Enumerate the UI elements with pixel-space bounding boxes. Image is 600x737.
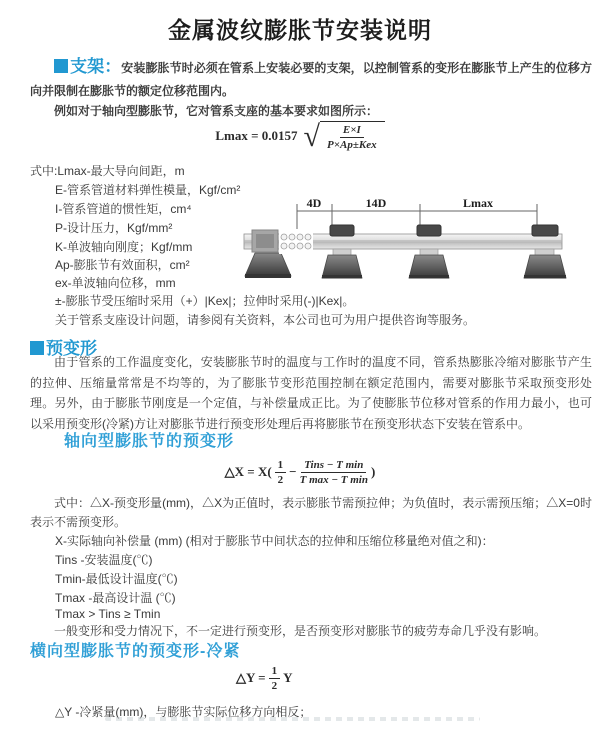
dim-label-14d: 14D: [365, 196, 387, 210]
formula-delta-x: [0, 456, 600, 488]
axial-explain-paragraph: 式中：△X-预变形量(mm)，△X为正值时，表示膨胀节需预拉伸；为负值时，表示需预压缩；△X=0时表示不需预变形。: [30, 496, 592, 529]
formula-dx-half-num: 1: [275, 459, 287, 473]
temp-line: Tins -安装温度(℃): [55, 553, 153, 567]
formula-dx-numerator: Tins − T min: [301, 459, 366, 473]
formula-dx-pre: △X = X(: [224, 464, 272, 479]
legend-line: K-单波轴向刚度；Kgf/mm: [55, 240, 193, 254]
dim-label-4d: 4D: [306, 196, 322, 210]
anchor-block-inner: [256, 234, 274, 248]
axial-note: 一般变形和受力情况下，不一定进行预变形，是否预变形对膨胀节的疲劳寿命几乎没有影响。: [54, 624, 547, 638]
formula-dx-half-den: 2: [277, 473, 284, 486]
consult-note: 关于管系支座设计问题，请参阅有关资料，本公司也可为用户提供咨询等服务。: [55, 313, 476, 327]
axial-x-definition: X-实际轴向补偿量 (mm) (相对于膨胀节中间状态的拉伸和压缩位移量绝对值之和)：: [55, 534, 494, 548]
support-section-heading: 支架：: [70, 57, 122, 76]
guide-support: [322, 225, 362, 279]
formula-delta-y: [236, 664, 292, 692]
pipe-support-diagram: [243, 196, 595, 288]
sqrt-radical: [304, 121, 385, 151]
temp-line: Tmax -最高设计温 (℃): [55, 591, 176, 605]
anchor-base: [245, 253, 291, 276]
formula-lmax: [0, 120, 600, 152]
formula-lmax-denominator: P×Ap±Kex: [327, 139, 377, 151]
dim-label-lmax: Lmax: [463, 196, 493, 210]
predeform-section-heading: 预变形: [46, 339, 97, 358]
legend-line: 式中:Lmax-最大导向间距，m: [30, 164, 185, 178]
predeform-body-paragraph: 由于管系的工作温度变化，安装膨胀节时的温度与工作时的温度不同，管系热膨胀冷缩对膨胀节产生的拉伸、压缩量常常是不均等的，为了膨胀节变形范围控制在额定范围内，需要对膨胀节采取预变形处理。另外，由于膨胀节刚度是一个定值，与补偿量成正比。为了使膨胀节位移对管系的作用力最小，也可以采用预变形(冷紧)方让对膨胀节进行预变形处理后再将膨胀节在预变形状态下安装在管系中。: [30, 355, 592, 431]
legend-line: ex-单波轴向位移，mm: [55, 276, 176, 290]
formula-dy-den: 2: [271, 679, 278, 692]
lateral-note: △Y -冷紧量(mm)，与膨胀节实际位移方向相反；: [55, 705, 312, 719]
faded-cutoff-line: [105, 717, 480, 721]
formula-dy-post: Y: [283, 670, 293, 685]
legend-line: I-管系管道的惯性矩，cm⁴: [55, 202, 192, 216]
formula-dy-num: 1: [269, 665, 281, 679]
formula-dx-denominator: T max − T min: [299, 473, 368, 486]
formula-dy-pre: △Y =: [236, 670, 266, 685]
axial-subheading: 轴向型膨胀节的预变形: [64, 433, 235, 450]
lateral-subheading: 横向型膨胀节的预变形-冷紧: [30, 643, 241, 660]
support-intro-text: 安装膨胀节时必须在管系上安装必要的支架，以控制管系的变形在膨胀节上产生的位移方向并限制在膨胀节的额定位移范围内。: [30, 61, 593, 98]
formula-lmax-numerator: E×I: [340, 124, 364, 138]
plusminus-note: ±-膨胀节受压缩时采用（+）|Kex|；拉伸时采用(-)|Kex|。: [55, 294, 355, 308]
radical-sign-icon: √: [303, 120, 321, 153]
formula-dx-post: ): [370, 464, 376, 479]
legend-line: E-管系管道材料弹性模量，Kgf/cm²: [55, 183, 241, 197]
temp-line: Tmin-最低设计温度(℃): [55, 572, 178, 586]
formula-dx-minus: −: [289, 464, 297, 479]
page-title: 金属波纹膨胀节安装说明: [168, 17, 432, 43]
legend-line: P-设计压力，Kgf/mm²: [55, 221, 173, 235]
legend-line: Ap-膨胀节有效面积，cm²: [55, 258, 190, 272]
support-example-line: 例如对于轴向型膨胀节，它对管系支座的基本要求如图所示：: [54, 104, 379, 118]
temp-inequality: Tmax > Tins ≥ Tmin: [55, 607, 161, 621]
blue-square-icon: [54, 59, 68, 73]
guide-support: [524, 225, 566, 279]
anchor-base-foot: [245, 274, 291, 278]
guide-support: [409, 225, 449, 279]
bellows-gap: [279, 229, 313, 254]
formula-lmax-lhs: Lmax = 0.0157: [215, 128, 298, 143]
support-intro-paragraph: [30, 55, 592, 103]
